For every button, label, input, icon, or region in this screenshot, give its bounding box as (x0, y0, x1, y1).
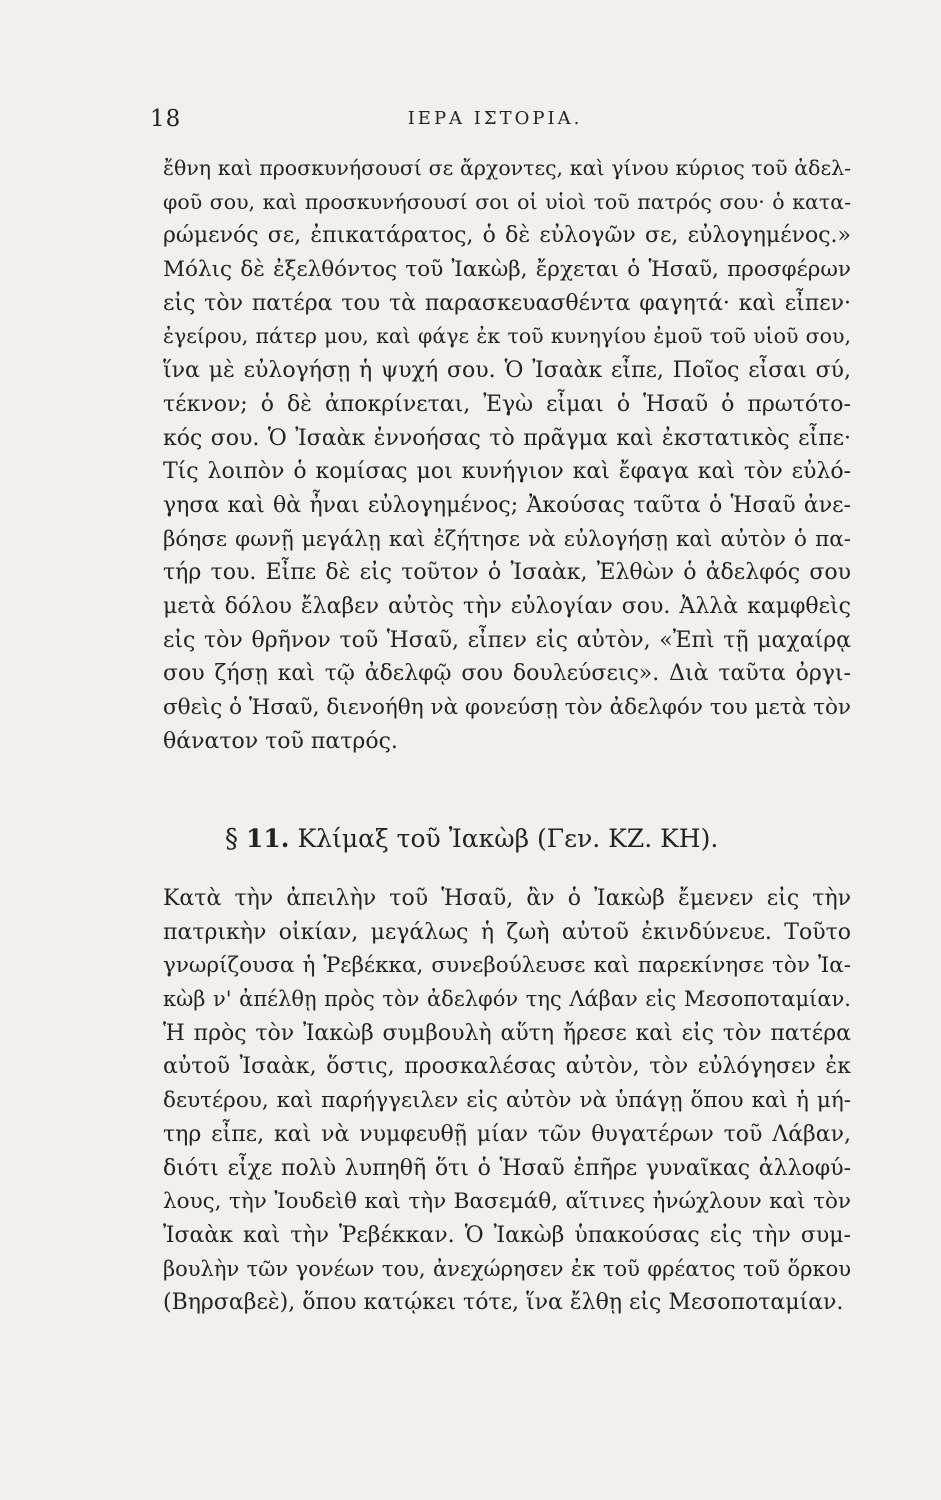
text-line: γνωρίζουσα ἡ Ῥεβέκκα, συνεβούλευσε καὶ παρεκίνησε τὸν Ἰα- (163, 953, 851, 979)
text-line: Ἡ πρὸς τὸν Ἰακὼβ συμβουλὴ αὕτη ἤρεσε καὶ εἰς τὸν πατέρα (163, 1020, 851, 1046)
text-line: θάνατον τοῦ πατρός. (163, 728, 398, 754)
section-sign: § (225, 824, 238, 854)
text-line: βόησε φωνῇ μεγάλῃ καὶ ἐζήτησε νὰ εὐλογήσῃ καὶ αὐτὸν ὁ πα- (163, 526, 851, 552)
text-line: γησα καὶ θὰ ἦναι εὐλογημένος; Ἀκούσας ταῦτα ὁ Ἡσαῦ ἀνε- (163, 492, 851, 518)
text-line: δευτέρου, καὶ παρήγγειλεν εἰς αὐτὸν νὰ ὑπάγῃ ὅπου καὶ ἡ μή- (163, 1088, 851, 1114)
text-line: μετὰ δόλου ἔλαβεν αὐτὸς τὴν εὐλογίαν σου. Ἀλλὰ καμφθεὶς (163, 593, 851, 619)
text-line: βουλὴν τῶν γονέων του, ἀνεχώρησεν ἐκ τοῦ φρέατος τοῦ ὅρκου (163, 1256, 851, 1281)
text-line: Τίς λοιπὸν ὁ κομίσας μοι κυνήγιον καὶ ἔφαγα καὶ τὸν εὐλό- (163, 459, 851, 485)
text-line: κὼβ ν' ἀπέλθῃ πρὸς τὸν ἀδελφόν της Λάβαν εἰς Μεσοποταμίαν. (163, 987, 851, 1012)
page-number: 18 (150, 106, 182, 132)
text-line: ἔθνη καὶ προσκυνήσουσί σε ἄρχοντες, καὶ γίνου κύριος τοῦ ἀδελ- (163, 156, 851, 180)
text-line: Ἰσαὰκ καὶ τὴν Ῥεβέκκαν. Ὁ Ἰακὼβ ὑπακούσας εἰς τὴν συμ- (163, 1222, 851, 1248)
text-line: τέκνον; ὁ δὲ ἀποκρίνεται, Ἐγὼ εἶμαι ὁ Ἡσαῦ ὁ πρωτότο- (163, 391, 851, 417)
text-line: κός σου. Ὁ Ἰσαὰκ ἐννοήσας τὸ πρᾶγμα καὶ ἐκστατικὸς εἶπε· (163, 425, 851, 451)
text-line: λους, τὴν Ἰουδεὶθ καὶ τὴν Βασεμάθ, αἵτινες ἠνώχλουν καὶ τὸν (163, 1189, 851, 1215)
paragraph-one (163, 152, 851, 758)
text-line: φοῦ σου, καὶ προσκυνήσουσί σοι οἱ υἱοὶ τοῦ πατρός σου· ὁ κατα- (163, 189, 851, 214)
text-line: σου ζήσῃ καὶ τῷ ἀδελφῷ σου δουλεύσεις». Διὰ ταῦτα ὀργι- (163, 661, 851, 687)
text-line: σθεὶς ὁ Ἡσαῦ, διενοήθη νὰ φονεύσῃ τὸν ἀδελφόν του μετὰ τὸν (163, 695, 851, 720)
text-line: διότι εἶχε πολὺ λυπηθῆ ὅτι ὁ Ἡσαῦ ἐπῆρε γυναῖκας ἀλλοφύ- (163, 1155, 851, 1181)
text-line: τήρ του. Εἶπε δὲ εἰς τοῦτον ὁ Ἰσαὰκ, Ἐλθὼν ὁ ἀδελφός σου (163, 560, 851, 586)
section-title: Κλίμαξ τοῦ Ἰακὼβ (Γεν. ΚΖ. ΚΗ). (297, 824, 719, 853)
text-line: ρώμενός σε, ἐπικατάρατος, ὁ δὲ εὐλογῶν σε, εὐλογημένος.» (163, 223, 851, 249)
paragraph-two (163, 882, 851, 1320)
text-line: Κατὰ τὴν ἀπειλὴν τοῦ Ἡσαῦ, ἂν ὁ Ἰακὼβ ἔμενεν εἰς τὴν (163, 886, 851, 911)
text-line: Μόλις δὲ ἐξελθόντος τοῦ Ἰακὼβ, ἔρχεται ὁ Ἡσαῦ, προσφέρων (163, 257, 851, 283)
text-line: ἐγείρου, πάτερ μου, καὶ φάγε ἐκ τοῦ κυνηγίου ἐμοῦ τοῦ υἱοῦ σου, (163, 324, 851, 349)
section-number: 11. (246, 824, 290, 853)
text-line: πατρικὴν οἰκίαν, μεγάλως ἡ ζωὴ αὐτοῦ ἐκινδύνευε. Τοῦτο (163, 919, 851, 945)
text-line: ἵνα μὲ εὐλογήσῃ ἡ ψυχή σου. Ὁ Ἰσαὰκ εἶπε, Ποῖος εἶσαι σύ, (163, 358, 851, 384)
section-heading (225, 822, 785, 856)
text-line: αὐτοῦ Ἰσαὰκ, ὅστις, προσκαλέσας αὐτὸν, τὸν εὐλόγησεν ἐκ (163, 1054, 851, 1080)
running-title: ΙΕΡΑ ΙΣΤΟΡΙΑ. (407, 108, 583, 129)
text-line: εἰς τὸν θρῆνον τοῦ Ἡσαῦ, εἶπεν εἰς αὐτὸν, «Ἐπὶ τῇ μαχαίρᾳ (163, 627, 851, 653)
running-head (150, 106, 840, 140)
text-line: (Βηρσαβεὲ), ὅπου κατῴκει τότε, ἵνα ἔλθῃ εἰς Μεσοποταμίαν. (163, 1290, 844, 1316)
text-line: εἰς τὸν πατέρα του τὰ παρασκευασθέντα φαγητά· καὶ εἶπεν· (163, 290, 851, 316)
text-line: τηρ εἶπε, καὶ νὰ νυμφευθῇ μίαν τῶν θυγατέρων τοῦ Λάβαν, (163, 1121, 851, 1147)
